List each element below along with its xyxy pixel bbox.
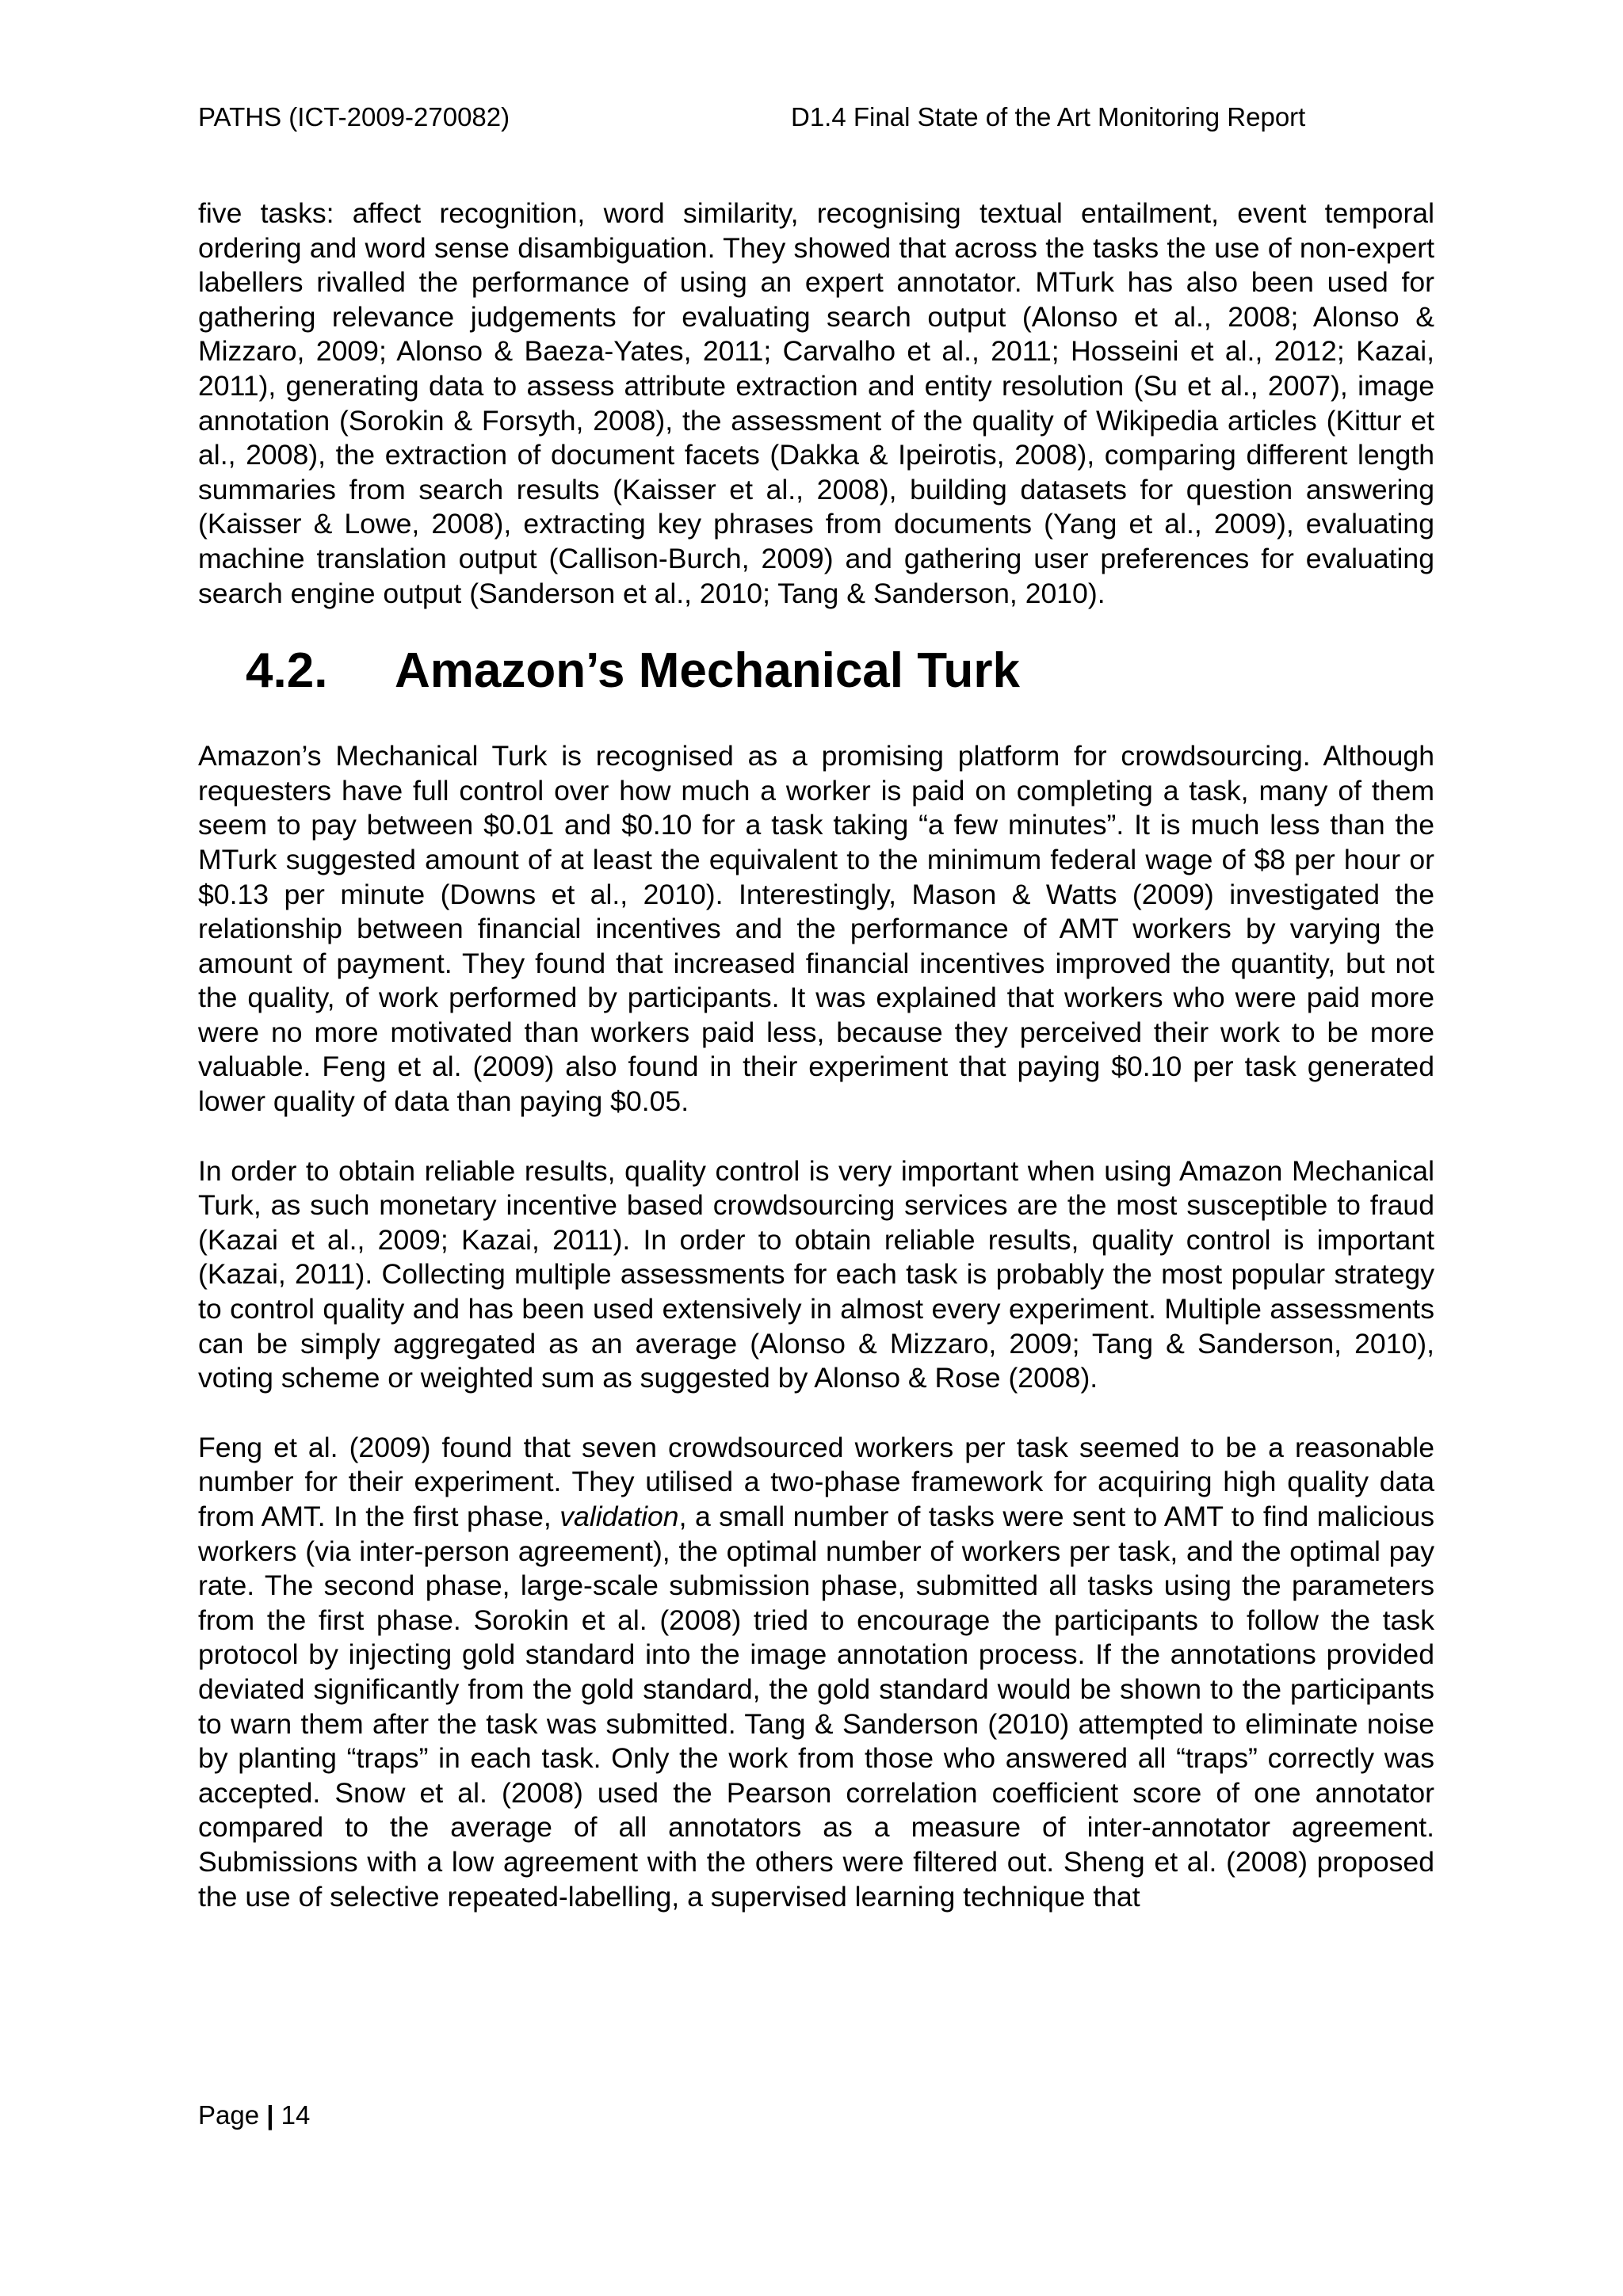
- paragraph-text: Feng et al. (2009) found that seven crowdsourced workers per task seemed to be a reasonable number for their experiment. They utilised a two-phase framework for acquiring high quality data from AMT. In the first phase,: [198, 1431, 1434, 1532]
- section-title: Amazon’s Mechanical Turk: [395, 643, 1020, 699]
- paragraph-intro: five tasks: affect recognition, word similarity, recognising textual entailment, event temporal ordering and word sense disambiguation. They showed that across the tasks the use of non-expert labellers rivalled the performance of using an expert annotator. MTurk has also been used for gathering relevance judgements for evaluating search output (Alonso et al., 2008; Alonso & Mizzaro, 2009; Alonso & Baeza-Yates, 2011; Carvalho et al., 2011; Hosseini et al., 2012; Kazai, 2011), generating data to assess attribute extraction and entity resolution (Su et al., 2007), image annotation (Sorokin & Forsyth, 2008), the assessment of the quality of Wikipedia articles (Kittur et al., 2008), the extraction of document facets (Dakka & Ipeirotis, 2008), comparing different length summaries from search results (Kaisser et al., 2008), building datasets for question answering (Kaisser & Lowe, 2008), extracting key phrases from documents (Yang et al., 2009), evaluating machine translation output (Callison-Burch, 2009) and gathering user preferences for evaluating search engine output (Sanderson et al., 2010; Tang & Sanderson, 2010).: [198, 197, 1434, 609]
- section-heading: [198, 639, 1434, 703]
- paragraph-feng-framework: [198, 1431, 1434, 1914]
- section-number: 4.2.: [246, 643, 328, 699]
- paragraph-text: , a small number of tasks were sent to AMT to find malicious workers (via inter-person agreement), the optimal number of workers per task, and the optimal pay rate. The second phase, large-scale submission phase, submitted all tasks using the parameters from the first phase. Sorokin et al. (2008) tried to encourage the participants to follow the task protocol by injecting gold standard into the image annotation process. If the annotations provided deviated significantly from the gold standard, the gold standard would be shown to the participants to warn them after the task was submitted. Tang & Sanderson (2010) attempted to eliminate noise by planting “traps” in each task. Only the work from those who answered all “traps” correctly was accepted. Snow et al. (2008) used the Pearson correlation coefficient score of one annotator compared to the average of all annotators as a measure of inter-annotator agreement. Submissions with a low agreement with the others were filtered out. Sheng et al. (2008) proposed the use of selective repeated-labelling, a supervised learning technique that: [198, 1501, 1434, 1913]
- project-id: PATHS (ICT-2009-270082): [198, 102, 510, 132]
- page-label: Page: [198, 2100, 260, 2130]
- paragraph-quality-control: In order to obtain reliable results, quality control is very important when using Amazon Mechanical Turk, as such monetary incentive based crowdsourcing services are the most susceptible to fraud (Kazai et al., 2009; Kazai, 2011). In order to obtain reliable results, quality control is important (Kazai, 2011). Collecting multiple assessments for each task is probably the most popular strategy to control quality and has been used extensively in almost every experiment. Multiple assessments can be simply aggregated as an average (Alonso & Mizzaro, 2009; Tang & Sanderson, 2010), voting scheme or weighted sum as suggested by Alonso & Rose (2008).: [198, 1154, 1434, 1394]
- body-content: [198, 196, 1434, 1914]
- page-number: 14: [281, 2100, 311, 2130]
- footer-separator: |: [266, 2100, 274, 2130]
- page-header: [198, 98, 1434, 136]
- italic-term: validation: [559, 1501, 679, 1532]
- report-title: D1.4 Final State of the Art Monitoring Report: [791, 102, 1306, 132]
- page-footer: [198, 2098, 310, 2133]
- paragraph-mturk-overview: Amazon’s Mechanical Turk is recognised as a promising platform for crowdsourcing. Although requesters have full control over how much a worker is paid on completing a task, many of them seem to pay between $0.01 and $0.10 for a task taking “a few minutes”. It is much less than the MTurk suggested amount of at least the equivalent to the minimum federal wage of $8 per hour or $0.13 per minute (Downs et al., 2010). Interestingly, Mason & Watts (2009) investigated the relationship between financial incentives and the performance of AMT workers by varying the amount of payment. They found that increased financial incentives improved the quantity, but not the quality, of work performed by participants. It was explained that workers who were paid more were no more motivated than workers paid less, because they perceived their work to be more valuable. Feng et al. (2009) also found in their experiment that paying $0.10 per task generated lower quality of data than paying $0.05.: [198, 740, 1434, 1118]
